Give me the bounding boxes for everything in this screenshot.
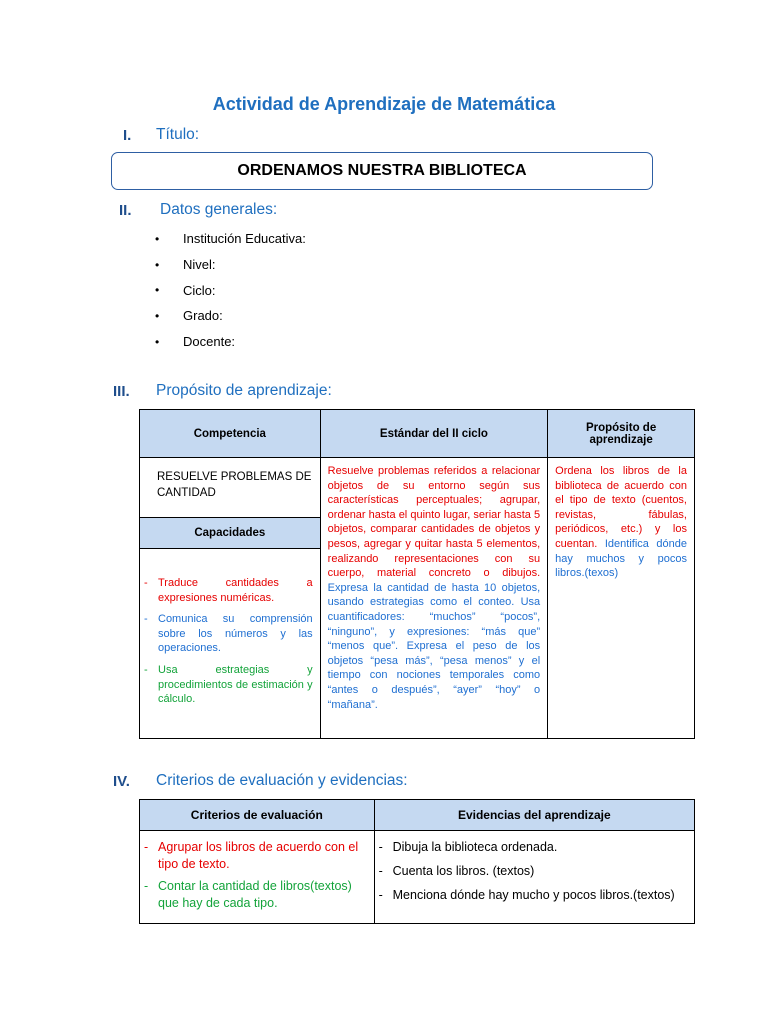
list-item — [155, 329, 306, 355]
capacidad-text: Usa estrategias y procedimientos de estimación y cálculo. — [158, 663, 313, 706]
proposito-cell — [548, 458, 695, 739]
dash-icon: - — [144, 663, 148, 676]
list-item — [144, 839, 368, 872]
capacidades-header: Capacidades — [140, 518, 321, 549]
competencia-header: Competencia — [140, 410, 321, 458]
bullet-icon: • — [155, 257, 160, 272]
criterio-text: Contar la cantidad de libros(textos) que hay de cada tipo. — [158, 879, 352, 910]
section-3-label: Propósito de aprendizaje: — [156, 382, 332, 399]
list-item — [144, 576, 313, 605]
list-item — [155, 226, 306, 252]
purpose-table — [139, 409, 695, 739]
dash-icon: - — [378, 864, 383, 878]
estandar-header: Estándar del II ciclo — [320, 410, 547, 458]
proposito-text-red: Ordena los libros de la biblioteca de acuerdo con el tipo de texto (cuentos, revistas, fábulas, periódicos, etc.) y los cuentan. — [555, 465, 687, 550]
bullet-icon: • — [155, 283, 160, 298]
bullet-icon: • — [155, 308, 160, 323]
list-item-label: Docente: — [183, 334, 236, 350]
estandar-text-blue: Expresa la cantidad de hasta 10 objetos, usando estrategias como el conteo. Usa cuantificadores: “muchos” “pocos”, “ninguno”, y expresiones: “más que” “menos que”. Expresa el peso de los objetos “pesa más”, “pesa menos” y el tiempo con nociones temporales como “antes o después”, “ayer” “hoy” o “mañana”. — [327, 581, 541, 711]
capacidades-list — [140, 549, 320, 707]
list-item — [144, 878, 368, 911]
section-1-label: Título: — [156, 126, 200, 143]
evidencia-text: Dibuja la biblioteca ordenada. — [392, 840, 558, 854]
evidencia-text: Cuenta los libros. (textos) — [392, 864, 535, 878]
section-2-label: Datos generales: — [160, 201, 278, 218]
list-item — [155, 252, 306, 278]
capacidades-cell — [140, 549, 321, 739]
list-item-label: Nivel: — [183, 257, 216, 273]
section-4-label: Criterios de evaluación y evidencias: — [156, 772, 408, 789]
document-title: Actividad de Aprendizaje de Matemática — [212, 94, 556, 114]
dash-icon: - — [144, 577, 148, 589]
estandar-cell — [320, 458, 547, 739]
estandar-text-red: Resuelve problemas referidos a relacionar objetos de su entorno según sus características perceptuales; agrupar, ordenar hasta el quinto lugar, seriar hasta 5 objetos, comparar cantidades de objetos y pesos, agregar y quitar hasta 5 elementos, realizando representaciones con su cuerpo, material concreto o dibujos. — [327, 465, 541, 580]
list-item — [144, 612, 313, 656]
list-item — [379, 887, 688, 903]
criterios-cell — [140, 831, 375, 924]
activity-title: ORDENAMOS NUESTRA BIBLIOTECA — [237, 162, 527, 179]
criterio-text: Agrupar los libros de acuerdo con el tipo de texto. — [158, 840, 359, 871]
competencia-cell — [140, 458, 321, 518]
list-item — [379, 863, 688, 879]
list-item — [155, 303, 306, 329]
section-4-number: IV. — [113, 773, 130, 790]
evidencias-header: Evidencias del aprendizaje — [374, 800, 694, 831]
evidencia-text: Menciona dónde hay mucho y pocos libros.(textos) — [392, 888, 675, 902]
dash-icon: - — [144, 879, 149, 893]
criterios-header: Criterios de evaluación — [140, 800, 375, 831]
criterios-list — [140, 831, 374, 923]
capacidad-text: Comunica su comprensión sobre los números y las operaciones. — [158, 613, 313, 655]
evidencias-list — [375, 831, 694, 917]
dash-icon: - — [378, 888, 383, 902]
evaluation-table — [139, 799, 695, 924]
bullet-icon: • — [155, 334, 160, 349]
bullet-icon: • — [155, 231, 160, 246]
list-item — [379, 839, 688, 855]
section-1-number: I. — [123, 127, 132, 144]
general-data-list — [155, 226, 306, 354]
dash-icon: - — [144, 840, 149, 854]
capacidad-text: Traduce cantidades a expresiones numéricas. — [158, 577, 313, 604]
dash-icon: - — [144, 613, 148, 626]
proposito-text-blue: Identifica dónde hay muchos y pocos libros.(texos) — [555, 537, 687, 580]
evidencias-cell — [374, 831, 694, 924]
list-item — [155, 277, 306, 303]
activity-title-box — [111, 152, 653, 190]
competencia-value: RESUELVE PROBLEMAS DE CANTIDAD — [157, 471, 312, 499]
dash-icon: - — [378, 840, 383, 854]
list-item-label: Grado: — [183, 308, 223, 324]
list-item-label: Ciclo: — [183, 282, 216, 298]
list-item-label: Institución Educativa: — [183, 231, 306, 247]
section-3-number: III. — [113, 383, 130, 400]
list-item — [144, 663, 313, 707]
section-2-number: II. — [119, 202, 132, 219]
proposito-header: Propósito de aprendizaje — [548, 410, 695, 458]
